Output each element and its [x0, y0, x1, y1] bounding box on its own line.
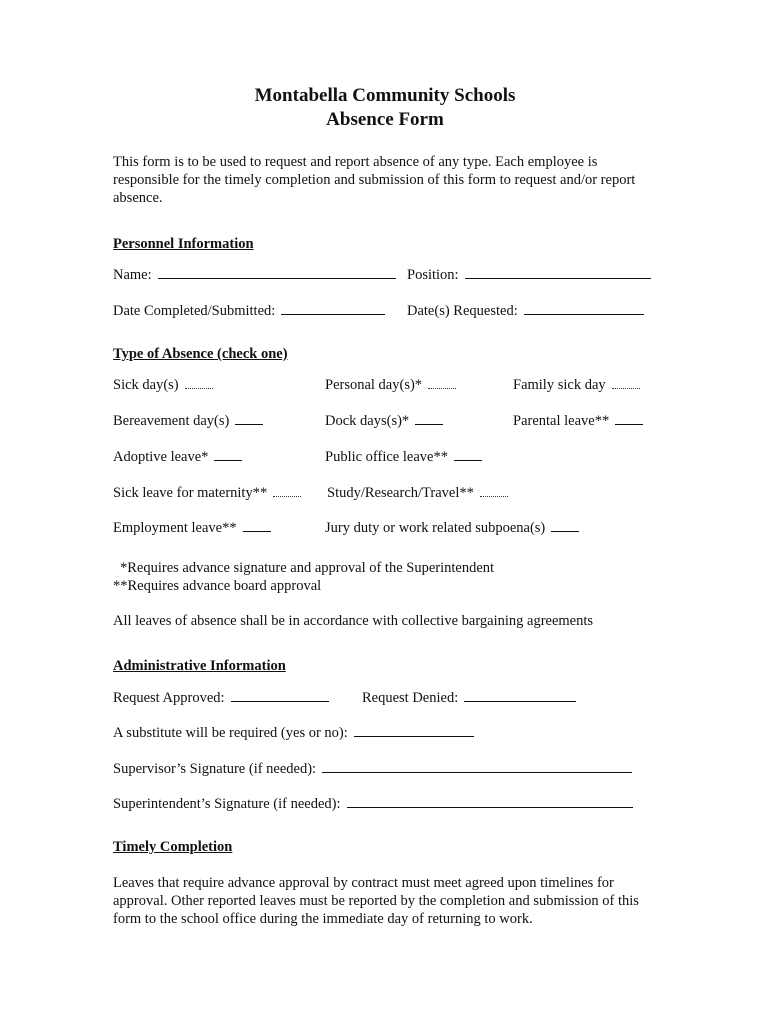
admin-heading: Administrative Information — [113, 658, 286, 674]
option-check-blank[interactable] — [551, 517, 579, 532]
org-title: Montabella Community Schools — [254, 85, 516, 106]
request-denied-label: Request Denied: — [362, 690, 459, 706]
option-check-blank[interactable] — [415, 410, 443, 425]
position-input[interactable] — [465, 264, 651, 279]
note-superintendent: *Requires advance signature and approval of the Superintendent — [120, 560, 495, 576]
option-label: Sick leave for maternity** — [113, 485, 268, 501]
note-board: **Requires advance board approval — [113, 578, 322, 594]
name-label: Name: — [113, 267, 152, 283]
option-check-blank[interactable] — [428, 374, 456, 389]
absence-type-heading: Type of Absence (check one) — [113, 346, 288, 362]
option-adoptive-leave — [113, 446, 242, 466]
request-approved-input[interactable] — [231, 687, 329, 702]
dates-requested-label: Date(s) Requested: — [407, 303, 518, 319]
date-completed-label: Date Completed/Submitted: — [113, 303, 276, 319]
option-label: Jury duty or work related subpoena(s) — [325, 520, 546, 536]
substitute-label: A substitute will be required (yes or no): — [113, 725, 348, 741]
supervisor-signature-label: Supervisor’s Signature (if needed): — [113, 761, 317, 777]
timely-text: Leaves that require advance approval by contract must meet agreed upon timelines for approval. Other reported leaves must be reported by the completion and submission of this form to the school office during the immediate day of returning to work. — [113, 875, 639, 927]
superintendent-signature-input[interactable] — [347, 793, 633, 808]
personnel-heading: Personnel Information — [113, 236, 254, 252]
option-check-blank[interactable] — [273, 482, 301, 497]
option-label: Family sick day — [513, 377, 606, 393]
option-label: Public office leave** — [325, 449, 448, 465]
option-dock-days — [325, 410, 443, 430]
substitute-input[interactable] — [354, 722, 474, 737]
supervisor-signature-field — [113, 758, 632, 778]
option-study-research-travel — [327, 482, 508, 502]
option-parental-leave — [513, 410, 643, 430]
request-denied-input[interactable] — [464, 687, 576, 702]
dates-requested-field — [407, 300, 644, 320]
option-label: Parental leave** — [513, 413, 610, 429]
option-employment-leave — [113, 517, 271, 537]
superintendent-signature-field — [113, 793, 633, 813]
position-field — [407, 264, 651, 284]
option-label: Bereavement day(s) — [113, 413, 230, 429]
supervisor-signature-input[interactable] — [322, 758, 632, 773]
option-family-sick-day — [513, 374, 640, 394]
option-label: Employment leave** — [113, 520, 237, 536]
request-denied-field — [362, 687, 576, 707]
option-jury-duty — [325, 517, 579, 537]
date-completed-field — [113, 300, 385, 320]
option-check-blank[interactable] — [615, 410, 643, 425]
option-sick-leave-maternity — [113, 482, 301, 502]
option-check-blank[interactable] — [480, 482, 508, 497]
intro-text: This form is to be used to request and report absence of any type. Each employee is responsible for the timely completion and submission of this form to request and/or report absence. — [113, 154, 636, 206]
note-agreements: All leaves of absence shall be in accordance with collective bargaining agreements — [113, 613, 594, 629]
option-check-blank[interactable] — [243, 517, 271, 532]
option-public-office-leave — [325, 446, 482, 466]
name-field — [113, 264, 396, 284]
name-input[interactable] — [158, 264, 396, 279]
option-check-blank[interactable] — [612, 374, 640, 389]
option-personal-days — [325, 374, 456, 394]
request-approved-label: Request Approved: — [113, 690, 225, 706]
option-check-blank[interactable] — [454, 446, 482, 461]
superintendent-signature-label: Superintendent’s Signature (if needed): — [113, 796, 341, 812]
option-check-blank[interactable] — [235, 410, 263, 425]
option-label: Adoptive leave* — [113, 449, 209, 465]
form-title: Absence Form — [326, 109, 444, 130]
position-label: Position: — [407, 267, 459, 283]
date-completed-input[interactable] — [281, 300, 385, 315]
option-label: Study/Research/Travel** — [327, 485, 474, 501]
timely-heading: Timely Completion — [113, 839, 233, 855]
option-label: Personal day(s)* — [325, 377, 423, 393]
request-approved-field — [113, 687, 329, 707]
option-label: Sick day(s) — [113, 377, 179, 393]
option-sick-days — [113, 374, 213, 394]
option-label: Dock days(s)* — [325, 413, 410, 429]
option-check-blank[interactable] — [185, 374, 213, 389]
option-bereavement — [113, 410, 263, 430]
option-check-blank[interactable] — [214, 446, 242, 461]
dates-requested-input[interactable] — [524, 300, 644, 315]
substitute-field — [113, 722, 474, 742]
